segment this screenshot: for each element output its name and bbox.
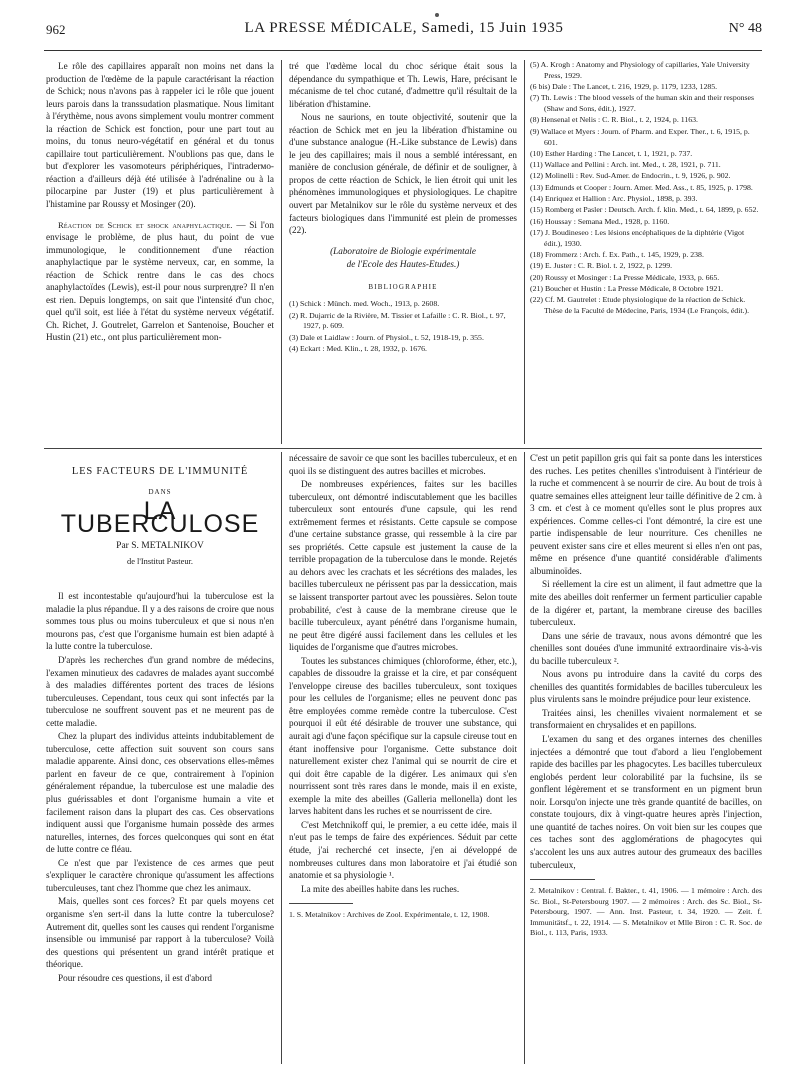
article-body (530, 452, 762, 871)
reference-entry: (9) Wallace et Myers : Journ. of Pharm. and Exper. Ther., t. 6, 1915, p. 601. (530, 126, 750, 147)
reference-entry: (12) Molinelli : Rev. Sud-Amer. de Endocrin., t. 9, 1926, p. 902. (530, 171, 731, 181)
paragraph: L'examen du sang et des organes internes des chenilles injectées a démontré que tout d'abord a lieu l'englobement rapide des bacilles par les phagocytes. Les bacilles tuberculeux englobés perdent leur colorabilité par la fuchsine, ils se gonflent légèrement et se transforment en un pigment brun noir. Lorsqu'on injecte une très grande quantité de bacilles, on constate toujours, dix à vingt-quatre heures après l'injection, une quantité de taches noires. On voit bien sur les coupes que ces taches sont des agglomérations de phagocytes qui s'accolent les uns aux autres autour des grumeaux des bacilles tuberculeux, (530, 734, 762, 870)
reference-entry: (18) Frommerz : Arch. f. Ex. Path., t. 145, 1929, p. 238. (530, 250, 704, 260)
paragraph: Mais, quelles sont ces forces? Et par quels moyens cet organisme s'en sert-il dans la lutte contre la tuberculose? Autrement dit, quelles sont les causes qui rendent l'organisme insensible ou immunisé par rapport à la tuberculose? Voilà des questions qui présentent un grand intérêt pratique et théorique. (46, 896, 274, 970)
section-heading: Réaction de Schick et shock anaphylactique. (58, 219, 233, 230)
paragraph: Nous ne saurions, en toute objectivité, soutenir que la réaction de Schick met en jeu la libération d'histamine ou d'une substance analogue (H.-Like substance de Lewis) dans le jeu des capillaires; mais il nous a semblé intéressant, en manière de conclusion générale, de définir et de souligner, à propos de cette réaction de Schick, le lien étroit qui unit les phénomènes immunologiques et physiologiques. Le chapitre ouvert par Metalnikov sur le rôle du système nerveux et des facteurs biologiques dans l'immunité est plein de promesses (22). (289, 112, 517, 236)
paragraph: Toutes les substances chimiques (chloroforme, éther, etc.), capables de dissoudre la graisse et la cire, et par conséquent l'enveloppe cireuse des bacilles tuberculeux, sont toxiques pour les cellules de l'organisme; elles ne peuvent donc pas être employées comme remède contre la tuberculose. C'est pourquoi il eût été désirable de trouver une substance, qui aurait agi d'une façon spécifique sur la capsule cireuse tout en étant inoffensive pour l'organisme. Cette substance doit naturellement exister chez l'animal qui se nourrit de cire et qui doit être capable de la digérer. Les animaux qui s'en nourrissent sont très rares dans le monde, mais il en existe, exemple la mite des abeilles (Galleria mellonella) dont les larves habitent dans les ruches et se nourrissent de cire. (289, 655, 517, 817)
reference-entry: (11) Wallace and Pellini : Arch. int. Med., t. 28, 1921, p. 711. (530, 160, 721, 170)
paragraph: C'est un petit papillon gris qui fait sa ponte dans les interstices des ruches. Les petites chenilles s'introduisent à l'intérieur de la ruche et commencent à se nourrir de cire. Au bout de trois à quatre semaines elles atteignent leur taille définitive de 2 cm. à 3 cm. et c'est à ce moment qu'elles sont le plus propres aux expériences. Comme celles-ci l'ont démontré, la cire est une partie indispensable de leur nourriture. Ces chenilles ne peuvent exister sans cire et elles meurent si elles n'en ont pas, même en présence d'une quantité considérable d'aliments albuminoïdes. (530, 453, 762, 576)
reference-entry: (5) A. Krogh : Anatomy and Physiology of capillaries, Yale University Press, 1929. (530, 60, 750, 80)
reference-entry: (13) Edmunds et Cooper : Journ. Amer. Med. Ass., t. 85, 1925, p. 1798. (530, 182, 753, 192)
print-speck (435, 13, 439, 17)
section-rule (44, 448, 762, 449)
reference-entry: (6 bis) Dale : The Lancet, t. 216, 1929, p. 1179, 1233, 1285. (530, 82, 718, 92)
article-affiliation: de l'Institut Pasteur. (127, 556, 193, 566)
issue-number: N° 48 (728, 21, 762, 36)
reference-list (530, 60, 762, 317)
top-column-2 (289, 60, 517, 440)
paragraph: C'est Metchnikoff qui, le premier, a eu cette idée, mais il n'eut pas le temps de faire des expériences. Séduit par cette étude, j'ai recherché cet insecte, j'en ai développé de nombreuses cultures dans mon laboratoire et j'ai étudié son anatomie et sa physiologie ¹. (289, 819, 517, 881)
reference-entry: (14) Enriquez et Hallion : Arc. Physiol., 1898, p. 393. (530, 194, 698, 204)
bibliography-entry: (3) Dale et Laidlaw : Journ. of Physiol., t. 52, 1918-19, p. 355. (289, 332, 484, 342)
reference-entry: (10) Esther Harding : The Lancet, t. 1, 1921, p. 737. (530, 148, 693, 158)
column-divider (281, 452, 282, 1064)
paragraph: Si réellement la cire est un aliment, il faut admettre que la mite des abeilles doit renfermer un ferment particulier capable de la digérer et, partant, la membrane cireuse des bacilles tuberculeux. (530, 579, 762, 628)
page-number: 962 (46, 22, 66, 37)
article-column-3 (530, 452, 762, 1064)
bibliography-title: BIBLIOGRAPHIE (368, 282, 438, 291)
article-author: Par S. METALNIKOV (116, 541, 204, 552)
reference-entry: (16) Houssay : Semana Med., 1928, p. 1160. (530, 216, 670, 226)
column-divider (281, 60, 282, 444)
journal-title: LA PRESSE MÉDICALE, Samedi, 15 Juin 1935 (244, 20, 564, 36)
paragraph: Il est incontestable qu'aujourd'hui la tuberculose est la maladie la plus répandue. Il y a des raisons de croire que nous sommes tous plus ou moins tuberculeux et que si nous n'en mourons pas, c'est que l'organisme humain est bien adapté à la lutte contre la tuberculose. (46, 591, 274, 652)
reference-entry: (21) Boucher et Hustin : La Presse Médicale, 8 Octobre 1921. (530, 283, 724, 293)
paragraph: nécessaire de savoir ce que sont les bacilles tuberculeux, et en quoi ils se distinguent des autres bacilles et microbes. (289, 453, 517, 476)
article-column-1 (46, 452, 274, 1062)
bibliography-entry: (1) Schick : Münch. med. Woch., 1913, p. 2608. (289, 299, 440, 309)
article-kicker: LES FACTEURS DE L'IMMUNITÉ (71, 466, 249, 477)
article-body (289, 452, 517, 895)
paragraph: De nombreuses expériences, faites sur les bacilles tuberculeux, ont démontré indiscutablement que les bacilles tuberculeux sont entourés d'une capsule, qui les rend extrêmement fermes et résistants. Cette capsule se compose d'une certaine substance grasse, qui ressemble à la cire par ses propriétés. Cette capsule est justement la cause de la terrible propagation de la tuberculose dans le monde. Rejetés au dehors avec les crachats et les sécrétions des malades, les bacilles tuberculeux ne périssent pas par la dessiccation, mais se laissent transporter partout avec les poussières. Selon toute probabilité, c'est à cause de la membrane cireuse que le bacille tuberculeux, ayant pénétré dans l'organisme humain, ne peut être digéré aussi facilement dans les cellules et les liquides de l'organisme que d'autres microbes. (289, 479, 517, 653)
paragraph: Traitées ainsi, les chenilles vivaient normalement et se transformaient en chrysalides et en papillons. (530, 707, 762, 731)
page-header (46, 20, 762, 44)
reference-entry: (8) Hensenal et Nelis : C. R. Biol., t. 2, 1924, p. 1163. (530, 115, 698, 125)
header-rule (44, 50, 762, 51)
reference-entry: (15) Romberg et Pasler : Deutsch. Arch. f. klin. Med., t. 64, 1899, p. 652. (530, 205, 759, 215)
reference-entry: (20) Roussy et Mosinger : La Presse Médicale, 1933, p. 665. (530, 272, 720, 282)
footnote-rule (289, 903, 353, 904)
bibliography-entry: (4) Eckart : Med. Klin., t. 28, 1932, p. 1676. (289, 343, 427, 353)
article-body (46, 590, 274, 984)
paragraph: tré que l'œdème local du choc sérique était sous la dépendance du sympathique et Th. Lewis, Hare, précisant le mécanisme de tel choc cutané, d'admettre qu'il résultait de la libération d'histamine. (289, 61, 517, 109)
paragraph: La mite des abeilles habite dans les ruches. (301, 883, 460, 894)
column-divider (524, 60, 525, 444)
paragraph: Nous avons pu introduire dans la cavité du corps des chenilles des quantités formidables de bacilles tuberculeux les plus virulents sans le moindre préjudice pour leur existence. (530, 669, 762, 705)
paragraph: Le rôle des capillaires apparaît non moins net dans la production de l'œdème de la papule caractérisant la réaction de Schick; nous n'avons pas à rappeler ici le rôle que jouent leurs parois dans la transsudation plasmatique. Nous limitant à l'érythème, nous avons simplement voulu montrer comment la réaction de Schick est fonction, pour une part tout au moins, du tonus neuro-végétatif en général et du tonus capillaire tout particulièrement. N'oublions pas que, dans le but d'explorer les vasomoteurs périphériques, l'intraderмo-réaction a d'ailleurs déjà été utilisée à l'adrénaline ou à la pilocarpine par Juster (19) et plus particulièrement à l'histamine par Roussy et Mosinger (20). (46, 61, 274, 210)
reference-entry: (7) Th. Lewis : The blood vessels of the human skin and their responses (Shaw and Sons, édit.), 1927. (530, 93, 755, 114)
reference-entry: (22) Cf. M. Gautrelet : Etude physiologique de la réaction de Schick. Thèse de la Faculté de Médecine, Paris, 1934 (Le François, édit.). (530, 295, 750, 316)
article-title: LA TUBERCULOSE (60, 497, 260, 538)
paragraph: D'après les recherches d'un grand nombre de médecins, l'examen minutieux des cadavres de malades ayant succombé à des maladies différentes portent des traces de lésions tuberculeuses. Cependant, tous ceux qui sont infectés par la tuberculose ne souffrent souvent pas et ne meurent pas de cette maladie. (46, 655, 274, 728)
bibliography-list (289, 299, 517, 354)
top-column-1 (46, 60, 274, 440)
column-divider (524, 452, 525, 1064)
footnote: 2. Metalnikov : Central. f. Bakter., t. 41, 1906. — 1 mémoire : Arch. des Sc. Biol., St-Petersbourg 1907. — 2 mémoires : Arch. des Sc. Biol., St-Petersbourg, 1907. — Ann. Inst. Pasteur, t. 34, 1920. — Zeit. f. Immunitätsf., t. 22, 1914. — S. Metalnikov et Mlle Biron : C. R. Soc. de Biol., t. 113, Paris, 1933. (530, 886, 762, 938)
paragraph-text: — Si l'on envisage le problème, de plus haut, du point de vue immunologique, le conditionnement d'une réaction anaphylactique par le système nerveux, car, en somme, la réaction de Schick rentre dans le cas des chocs anaphylactoïdes (Lewis), est-il pour nous surprenдre? Il n'en est rien. Depuis longtemps, on sait que l'intensité d'un choc, quel qu'il soit, est liée à l'état du système nerveux végétatif. Ch. Richet, J. Goutrelet, Garrelon et Santenoise, Boucher et Hustin (21) etc., ont plus particulièrement mon- (46, 219, 274, 343)
article-dans: DANS (148, 487, 172, 496)
paragraph: Ce n'est que par l'existence de ces armes que peut s'expliquer le caractère chronique qu'assument les affections tuberculeuses, tant chez l'homme que chez les animaux. (46, 857, 274, 893)
reference-entry: (17) J. Boudineseo : Les lésions encéphaliques de la diphtérie (Vigot édit.), 1930. (530, 227, 745, 248)
paragraph: Chez la plupart des individus atteints indubitablement de tuberculose, cette affection suit souvent son cours sans maladie apparente. Ainsi donc, ces observations elles-mêmes parlent en faveur de ce que, contrairement à l'opinion généralement répandue, la tuberculose est une maladie des plus guérissables et dont l'organisme humain a vite et facilement raison dans la plupart des cas. Ces observations indiquent aussi que l'organisme humain possède des armes naturelles, internes, des forces quelconques qui sont en état de lutte contre ce fléau. (46, 731, 274, 855)
laboratory-signoff: (Laboratoire de Biologie expérimentale de l'Ecole des Hautes-Etudes.) (330, 245, 476, 269)
article-column-2 (289, 452, 517, 1064)
paragraph: Pour résoudre ces questions, il est d'abord (58, 972, 212, 983)
footnote: 1. S. Metalnikov : Archives de Zool. Expérimentale, t. 12, 1908. (289, 910, 490, 920)
paragraph (46, 219, 274, 344)
reference-entry: (19) E. Juster : C. R. Biol. t. 2, 1922, p. 1299. (530, 261, 673, 271)
paragraph: Dans une série de travaux, nous avons démontré que les chenilles sont douées d'une immunité extraordinaire vis-à-vis du bacille tuberculeux ². (530, 630, 762, 666)
footnote-rule (530, 879, 595, 880)
top-column-3 (530, 60, 762, 442)
bibliography-entry: (2) R. Dujarric de la Rivière, M. Tissier et Lafaille : C. R. Biol., t. 97, 1927, p. 609. (289, 310, 506, 331)
